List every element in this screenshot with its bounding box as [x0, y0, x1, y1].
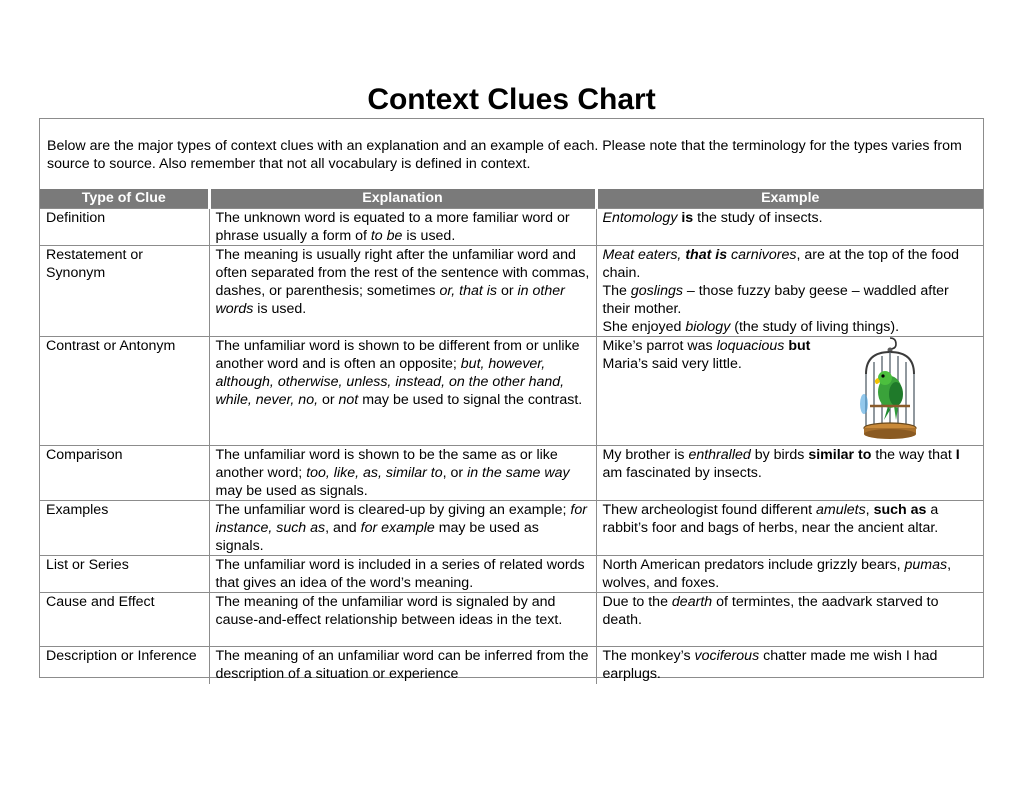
text-run: The — [602, 283, 631, 299]
header-explanation: Explanation — [209, 189, 596, 209]
table-row — [40, 556, 983, 593]
text-run: dearth — [671, 594, 713, 610]
text-run: that is — [685, 247, 728, 263]
explanation-cell — [209, 209, 596, 246]
text-run: or, that is — [439, 283, 498, 299]
text-run: , are at the top of the food chain. — [602, 247, 959, 281]
table-row — [40, 446, 983, 501]
text-run: (the study of living things). — [730, 319, 900, 335]
text-run: loquacious — [716, 338, 785, 354]
text-run: not — [338, 392, 359, 408]
text-run: or — [318, 392, 339, 408]
text-run: the study of insects. — [693, 210, 823, 226]
clue-type-cell: Comparison — [40, 446, 209, 501]
text-run: biology — [685, 319, 731, 335]
parrot-in-cage-icon — [852, 334, 928, 446]
intro-text: Below are the major types of context clues with an explanation and an example of each. Please note that the terminology for the types varies from source to source. Also remember that not all vocabulary is defined in context. — [47, 138, 962, 172]
text-run: The unfamiliar word is included in a series of related words that gives an idea of the word’s meaning. — [215, 557, 585, 591]
text-run: too, like, as, similar to — [306, 465, 443, 481]
text-run: The unfamiliar word is shown to be different from or unlike another word and is often an opposite; — [215, 338, 580, 372]
text-run: The meaning of an unfamiliar word can be inferred from the description of a situation or experience — [215, 648, 589, 682]
text-run: or — [497, 283, 518, 299]
text-run: Maria’s said very little. — [602, 356, 742, 372]
text-run: My brother is — [602, 447, 689, 463]
text-run: , and — [325, 520, 361, 536]
text-run: amulets — [815, 502, 866, 518]
text-run: a rabbit’s foor and bags of herbs, near the ancient altar. — [602, 502, 939, 536]
text-run: but, however, although, otherwise, unless, instead, on the other hand, while, never, no, — [215, 356, 565, 408]
text-run: carnivores — [727, 247, 797, 263]
text-run: I — [955, 447, 960, 463]
clue-type-cell: Restatement or Synonym — [40, 246, 209, 337]
example-cell — [596, 556, 983, 593]
table-header-row — [40, 189, 983, 209]
table-row — [40, 209, 983, 246]
text-run: , wolves, and foxes. — [602, 557, 952, 591]
text-run: Thew archeologist found different — [602, 502, 816, 518]
text-run: Meat eaters, — [602, 247, 686, 263]
text-run: is — [677, 210, 694, 226]
example-cell — [596, 246, 983, 337]
text-run: in other words — [215, 283, 565, 317]
explanation-cell — [209, 446, 596, 501]
text-run: to be — [370, 228, 403, 244]
text-run: is used. — [402, 228, 456, 244]
text-run: goslings — [630, 283, 683, 299]
text-run: by birds — [750, 447, 809, 463]
text-run: , or — [442, 465, 468, 481]
clue-type-cell: Cause and Effect — [40, 593, 209, 647]
text-run: She enjoyed — [602, 319, 686, 335]
explanation-cell — [209, 593, 596, 647]
example-cell — [596, 501, 983, 556]
clue-type-cell: Description or Inference — [40, 647, 209, 684]
text-run: for instance, such as — [215, 502, 587, 536]
text-run: may be used to signal the contrast. — [358, 392, 583, 408]
explanation-cell — [209, 337, 596, 446]
text-run: – those fuzzy baby geese – waddled after their mother. — [602, 283, 949, 317]
example-cell — [596, 446, 983, 501]
example-cell — [596, 647, 983, 684]
header-type-of-clue: Type of Clue — [40, 189, 209, 209]
example-cell — [596, 209, 983, 246]
text-run: am fascinated by insects. — [602, 465, 762, 481]
text-run: such as — [873, 502, 927, 518]
text-run: enthralled — [688, 447, 751, 463]
explanation-cell — [209, 647, 596, 684]
header-example: Example — [596, 189, 983, 209]
text-run: is used. — [253, 301, 307, 317]
clue-type-cell: List or Series — [40, 556, 209, 593]
text-run: Entomology — [602, 210, 678, 226]
table-row — [40, 647, 983, 684]
text-run: The unfamiliar word is cleared-up by giving an example; — [215, 502, 571, 518]
text-run: chatter made me wish I had earplugs. — [602, 648, 938, 682]
clue-type-cell: Contrast or Antonym — [40, 337, 209, 446]
text-run: , — [865, 502, 874, 518]
text-run: in the same way — [467, 465, 570, 481]
table-row — [40, 501, 983, 556]
text-run: Mike’s parrot was — [602, 338, 717, 354]
text-run: the way that — [871, 447, 956, 463]
clue-type-cell: Definition — [40, 209, 209, 246]
table-row — [40, 593, 983, 647]
text-run: The unknown word is equated to a more familiar word or phrase usually a form of — [215, 210, 570, 244]
text-run: The unfamiliar word is shown to be the same as or like another word; — [215, 447, 558, 481]
text-run: The meaning of the unfamiliar word is signaled by and cause-and-effect relationship between ideas in the text. — [215, 594, 563, 628]
table-row — [40, 246, 983, 337]
text-run: Due to the — [602, 594, 672, 610]
text-run: The monkey’s — [602, 648, 695, 664]
text-run: similar to — [808, 447, 872, 463]
clue-type-cell: Examples — [40, 501, 209, 556]
text-run: may be used as signals. — [215, 483, 368, 499]
explanation-cell — [209, 556, 596, 593]
page-title: Context Clues Chart — [367, 83, 656, 116]
text-run: The meaning is usually right after the unfamiliar word and often separated from the rest of the sentence with commas, dashes, or parenthesis; sometimes — [215, 247, 590, 299]
text-run: North American predators include grizzly bears, — [602, 557, 905, 573]
text-run: but — [784, 338, 811, 354]
text-run: pumas — [904, 557, 948, 573]
example-cell — [596, 593, 983, 647]
text-run: may be used as signals. — [215, 520, 539, 554]
text-run: of termintes, the aadvark starved to death. — [602, 594, 939, 628]
explanation-cell — [209, 501, 596, 556]
text-run: vociferous — [694, 648, 760, 664]
context-clues-table — [40, 189, 983, 684]
text-run: for example — [360, 520, 435, 536]
table-row — [40, 337, 983, 446]
explanation-cell — [209, 246, 596, 337]
